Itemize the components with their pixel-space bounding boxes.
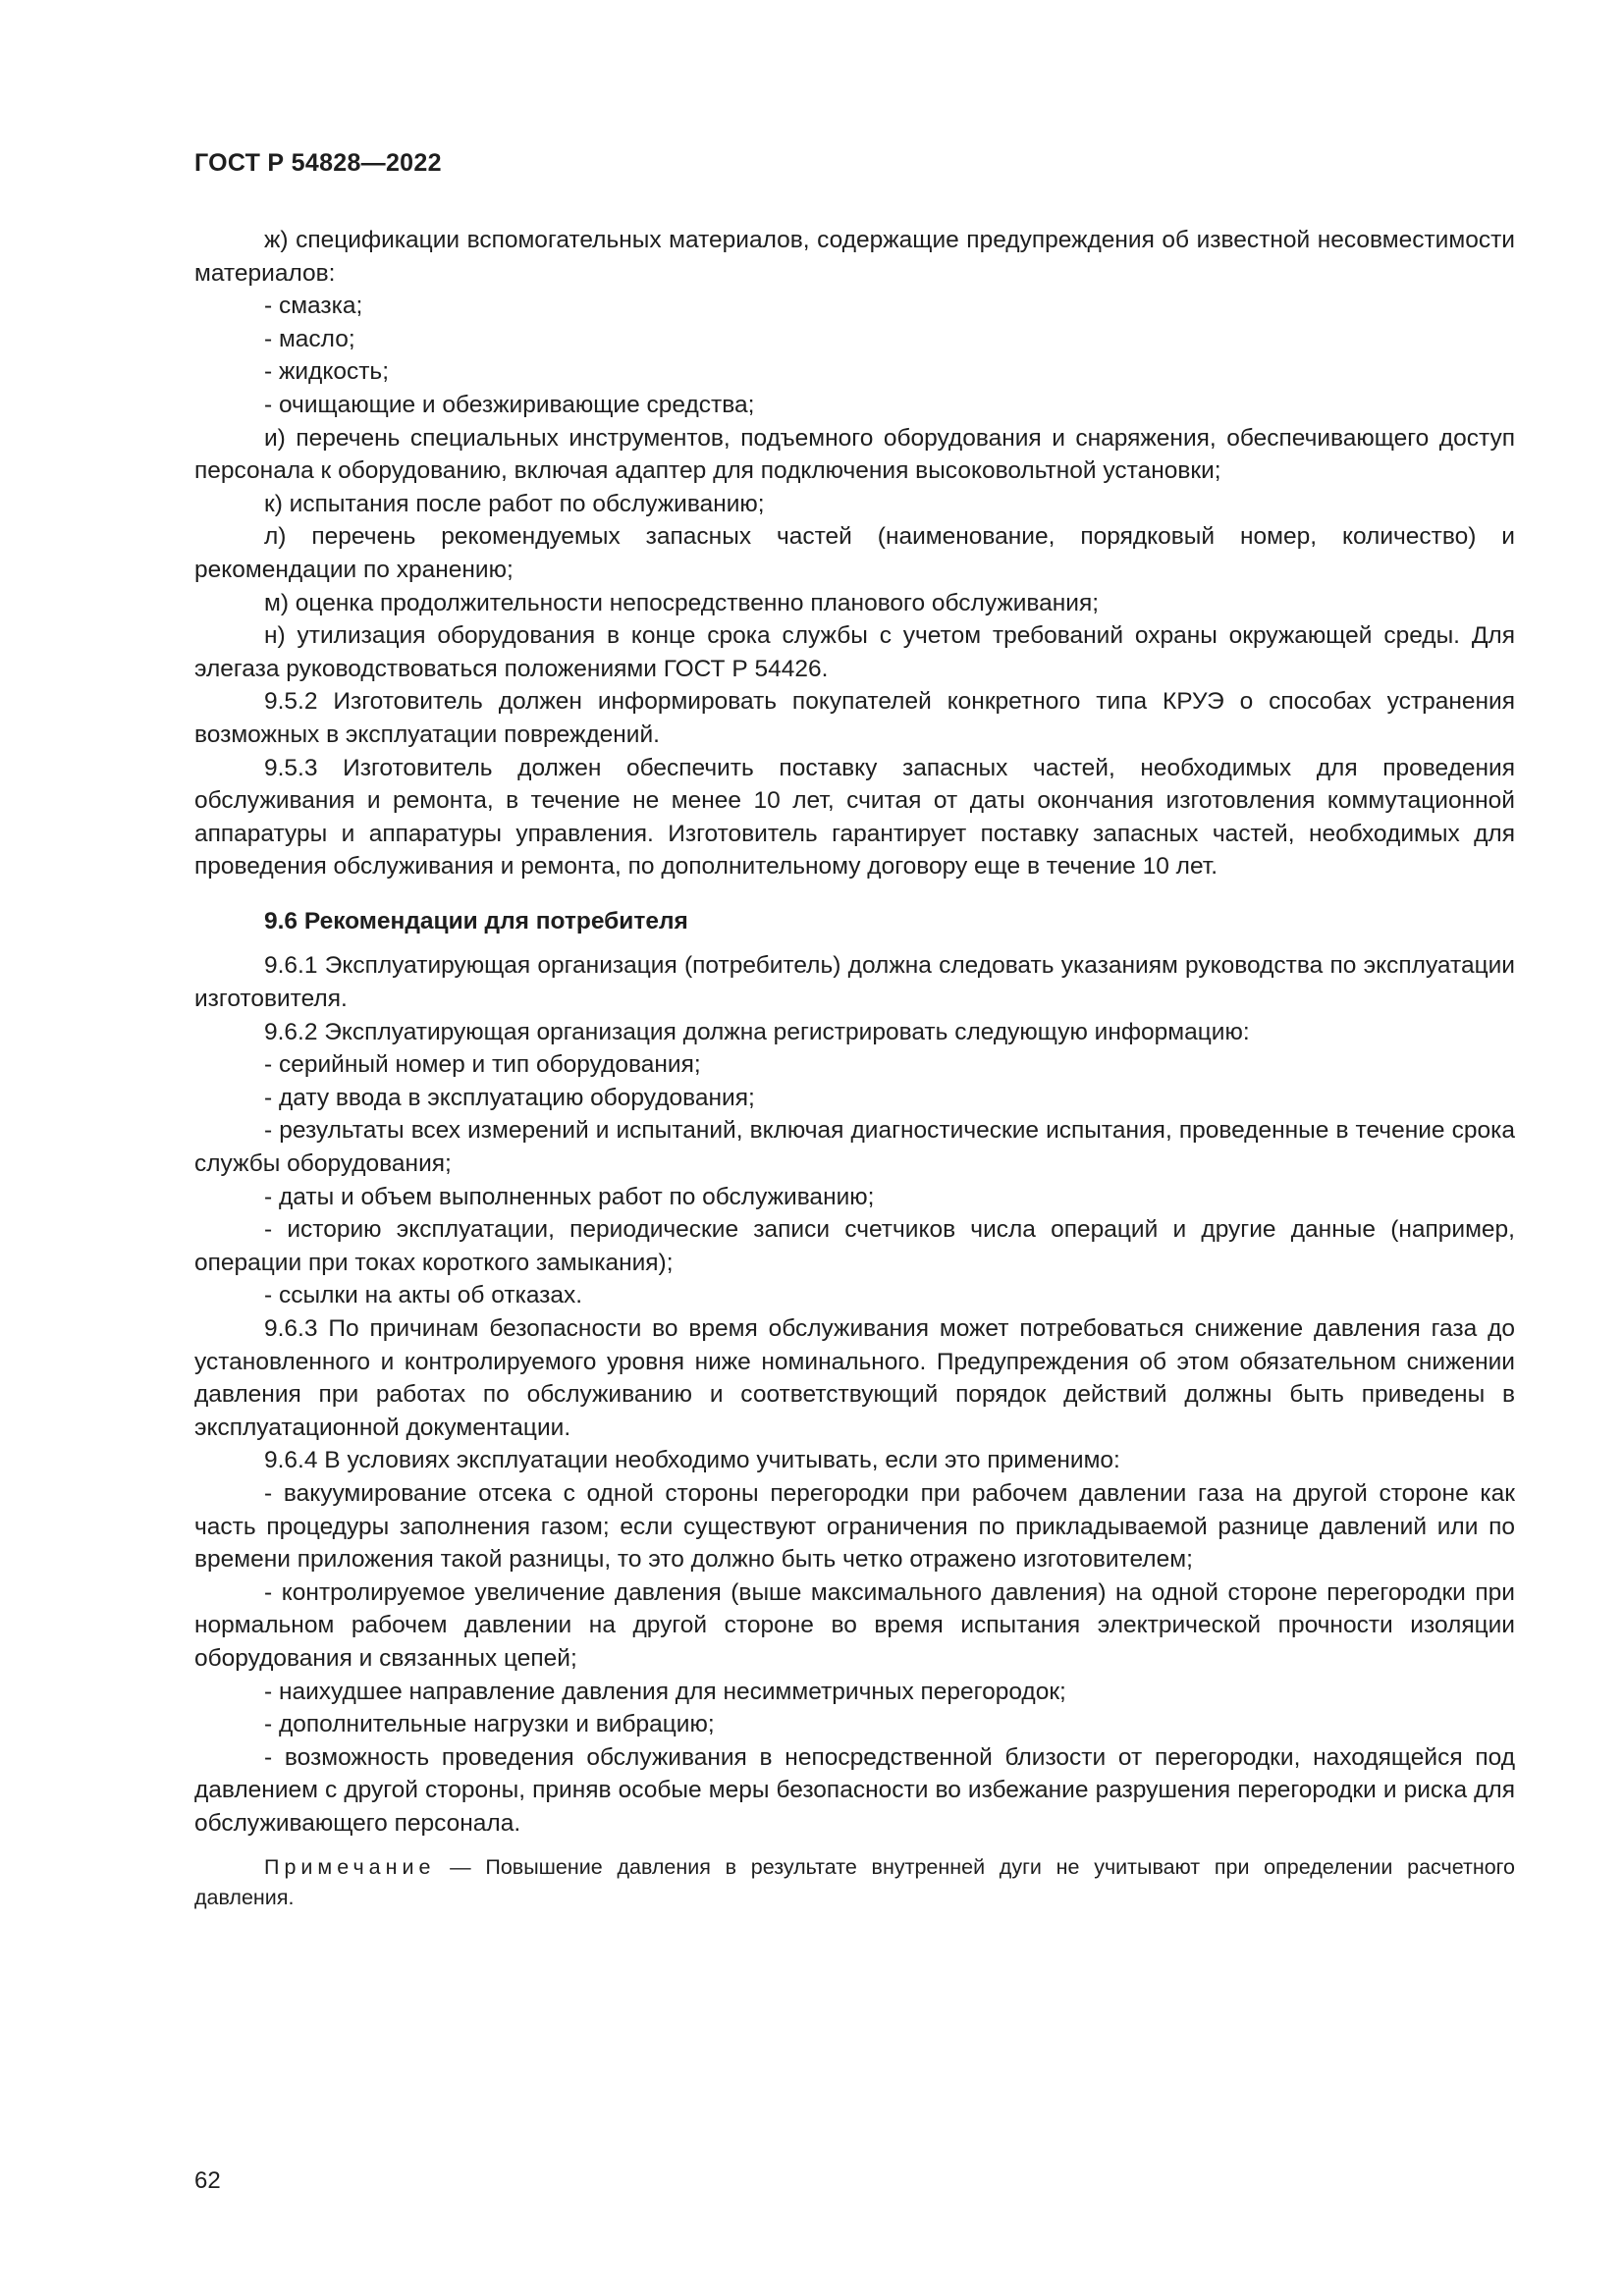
- list-item: - жидкость;: [264, 358, 389, 386]
- note-label: Примечание: [264, 1854, 436, 1879]
- list-item: - вакуумирование отсека с одной стороны перегородки при рабочем давлении газа на другой стороне как часть процедуры заполнения газом; если существуют ограничения по прикладываемой разнице давлений или по времени приложения такой разницы, то это должно быть четко отражено изготовителем;: [194, 1479, 1515, 1574]
- list-item: - серийный номер и тип оборудования;: [264, 1051, 701, 1079]
- list-item: - даты и объем выполненных работ по обслуживанию;: [264, 1183, 875, 1210]
- list-item: - историю эксплуатации, периодические записи счетчиков числа операций и другие данные (например, операции при токах короткого замыкания);: [194, 1216, 1515, 1276]
- note: [194, 1852, 1515, 1913]
- list-item: - смазка;: [264, 293, 363, 320]
- list-item: к) испытания после работ по обслуживанию;: [264, 490, 765, 517]
- list-item: ж) спецификации вспомогательных материалов, содержащие предупреждения об известной несовместимости материалов:: [194, 227, 1515, 287]
- list-item: - наихудшее направление давления для несимметричных перегородок;: [264, 1678, 1066, 1705]
- list-item: - дополнительные нагрузки и вибрацию;: [264, 1711, 715, 1738]
- paragraph: 9.5.2 Изготовитель должен информировать покупателей конкретного типа КРУЭ о способах устранения возможных в эксплуатации повреждений.: [194, 688, 1515, 748]
- section-heading: 9.6 Рекомендации для потребителя: [264, 907, 688, 934]
- list-item: - возможность проведения обслуживания в непосредственной близости от перегородки, находящейся под давлением с другой стороны, приняв особые меры безопасности во избежание разрушения перегородки и риска для обслуживающего персонала.: [194, 1743, 1515, 1837]
- paragraph: 9.6.3 По причинам безопасности во время обслуживания может потребоваться снижение давления газа до установленного и контролируемого уровня ниже номинального. Предупреждения об этом обязательном снижении давления при работах по обслуживанию и соответствующий порядок действий должны быть приведены в эксплуатационной документации.: [194, 1315, 1515, 1441]
- list-item: н) утилизация оборудования в конце срока службы с учетом требований охраны окружающей среды. Для элегаза руководствоваться положениями ГОСТ Р 54426.: [194, 622, 1515, 682]
- paragraph: 9.6.4 В условиях эксплуатации необходимо учитывать, если это применимо:: [264, 1447, 1120, 1474]
- list-item: - очищающие и обезжиривающие средства;: [264, 391, 755, 418]
- paragraph: 9.6.1 Эксплуатирующая организация (потребитель) должна следовать указаниям руководства по эксплуатации изготовителя.: [194, 952, 1515, 1013]
- list-item: м) оценка продолжительности непосредственно планового обслуживания;: [264, 589, 1100, 616]
- document-header: ГОСТ Р 54828—2022: [194, 149, 442, 177]
- list-item: и) перечень специальных инструментов, подъемного оборудования и снаряжения, обеспечивающего доступ персонала к оборудованию, включая адаптер для подключения высоковольтной установки;: [194, 424, 1515, 485]
- paragraph: 9.6.2 Эксплуатирующая организация должна регистрировать следующую информацию:: [264, 1018, 1250, 1045]
- list-item: - ссылки на акты об отказах.: [264, 1282, 583, 1309]
- list-item: л) перечень рекомендуемых запасных частей (наименование, порядковый номер, количество) и рекомендации по хранению;: [194, 523, 1515, 583]
- page-number: 62: [194, 2167, 221, 2194]
- list-item: - результаты всех измерений и испытаний, включая диагностические испытания, проведенные в течение срока службы оборудования;: [194, 1117, 1515, 1178]
- note-text: — Повышение давления в результате внутренней дуги не учитывают при определении расчетного давления.: [194, 1854, 1515, 1909]
- list-item: - контролируемое увеличение давления (выше максимального давления) на одной стороне перегородки при нормальном рабочем давлении на другой стороне во время испытания электрической прочности изоляции оборудования и связанных цепей;: [194, 1578, 1515, 1672]
- document-body: [194, 224, 1515, 1934]
- list-item: - дату ввода в эксплуатацию оборудования;: [264, 1084, 755, 1111]
- paragraph: 9.5.3 Изготовитель должен обеспечить поставку запасных частей, необходимых для проведения обслуживания и ремонта, в течение не менее 10 лет, считая от даты окончания изготовления коммутационной аппаратуры и аппаратуры управления. Изготовитель гарантирует поставку запасных частей, необходимых для проведения обслуживания и ремонта, по дополнительному договору еще в течение 10 лет.: [194, 754, 1515, 881]
- list-item: - масло;: [264, 325, 355, 352]
